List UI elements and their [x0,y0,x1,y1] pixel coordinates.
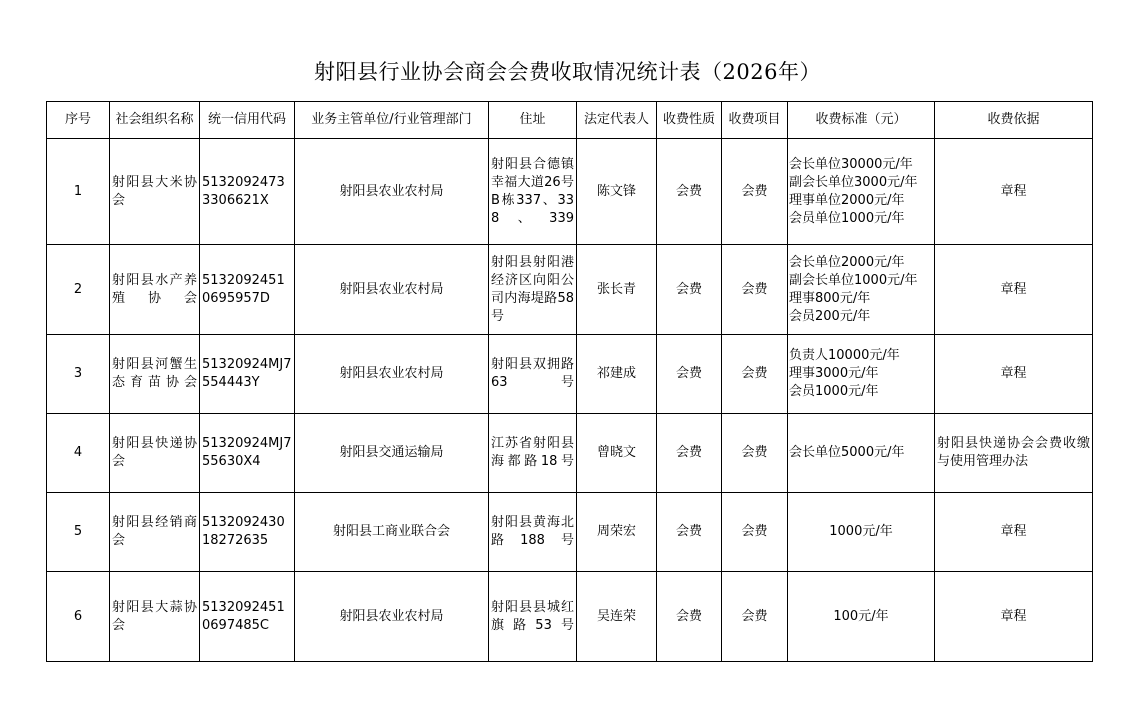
cell-nature: 会费 [657,414,722,493]
cell-addr: 江苏省射阳县海都路18号 [489,414,577,493]
cell-addr: 射阳县县城红旗路53号 [489,572,577,662]
cell-code: 51320924MJ7554443Y [200,335,295,414]
cell-dept: 射阳县交通运输局 [295,414,489,493]
cell-fee [788,493,935,572]
cell-rep: 吴连荣 [577,572,657,662]
cell-name: 射阳县大蒜协会 [110,572,200,662]
cell-code: 51320924MJ755630X4 [200,414,295,493]
cell-item: 会费 [722,572,788,662]
cell-item: 会费 [722,139,788,245]
cell-nature: 会费 [657,572,722,662]
cell-name: 射阳县水产养殖协会 [110,245,200,335]
cell-code: 51320924733306621X [200,139,295,245]
cell-rep: 周荣宏 [577,493,657,572]
header-addr: 住址 [489,102,577,139]
cell-basis: 射阳县快递协会会费收缴与使用管理办法 [935,414,1093,493]
header-no: 序号 [47,102,110,139]
cell-item: 会费 [722,493,788,572]
cell-item: 会费 [722,335,788,414]
header-item: 收费项目 [722,102,788,139]
cell-nature: 会费 [657,335,722,414]
cell-dept: 射阳县工商业联合会 [295,493,489,572]
header-dept: 业务主管单位/行业管理部门 [295,102,489,139]
cell-fee [788,139,935,245]
cell-dept: 射阳县农业农村局 [295,139,489,245]
page-title: 射阳县行业协会商会会费收取情况统计表（2026年） [314,60,821,84]
cell-item: 会费 [722,414,788,493]
fee-line: 会员1000元/年 [789,384,879,399]
fee-line: 理事单位2000元/年 [789,192,905,208]
header-row [47,102,1093,139]
table-row [47,414,1093,493]
cell-fee [788,572,935,662]
cell-no: 6 [47,572,110,662]
header-name: 社会组织名称 [110,102,200,139]
fee-line: 1000元/年 [829,524,893,539]
cell-rep: 祁建成 [577,335,657,414]
cell-basis: 章程 [935,335,1093,414]
cell-dept: 射阳县农业农村局 [295,572,489,662]
header-fee: 收费标准（元） [788,102,935,139]
fee-line: 会长单位30000元/年 [789,156,913,172]
cell-name: 射阳县河蟹生态育苗协会 [110,335,200,414]
table-row [47,572,1093,662]
cell-basis: 章程 [935,572,1093,662]
table-row [47,335,1093,414]
cell-addr: 射阳县合德镇幸福大道26号B栋337、338、339 [489,139,577,245]
fee-line: 会员200元/年 [789,308,871,324]
header-code: 统一信用代码 [200,102,295,139]
cell-basis: 章程 [935,245,1093,335]
cell-fee [788,245,935,335]
header-basis: 收费依据 [935,102,1093,139]
cell-code: 51320924510697485C [200,572,295,662]
cell-rep: 曾晓文 [577,414,657,493]
cell-nature: 会费 [657,493,722,572]
cell-rep: 张长青 [577,245,657,335]
cell-dept: 射阳县农业农村局 [295,245,489,335]
cell-name: 射阳县快递协会 [110,414,200,493]
fee-table [46,101,1093,662]
cell-basis: 章程 [935,139,1093,245]
cell-dept: 射阳县农业农村局 [295,335,489,414]
cell-fee [788,414,935,493]
header-rep: 法定代表人 [577,102,657,139]
table-row [47,245,1093,335]
fee-line: 副会长单位1000元/年 [789,272,918,288]
cell-name: 射阳县经销商会 [110,493,200,572]
fee-line: 负责人10000元/年 [789,348,900,363]
cell-addr: 射阳县双拥路63号 [489,335,577,414]
fee-line: 会长单位2000元/年 [789,254,905,270]
cell-code: 51320924510695957D [200,245,295,335]
fee-line: 副会长单位3000元/年 [789,174,918,190]
fee-line: 理事800元/年 [789,290,871,306]
fee-line: 会长单位5000元/年 [789,445,905,460]
table-row [47,493,1093,572]
header-nature: 收费性质 [657,102,722,139]
cell-item: 会费 [722,245,788,335]
cell-addr: 射阳县黄海北路188号 [489,493,577,572]
fee-line: 100元/年 [833,608,889,624]
cell-nature: 会费 [657,245,722,335]
cell-no: 4 [47,414,110,493]
cell-fee [788,335,935,414]
cell-no: 1 [47,139,110,245]
table-row [47,139,1093,245]
fee-line: 理事3000元/年 [789,366,879,381]
cell-rep: 陈文锋 [577,139,657,245]
cell-no: 5 [47,493,110,572]
cell-basis: 章程 [935,493,1093,572]
cell-no: 3 [47,335,110,414]
fee-line: 会员单位1000元/年 [789,210,905,226]
cell-code: 513209243018272635 [200,493,295,572]
cell-addr: 射阳县射阳港经济区向阳公司内海堤路58号 [489,245,577,335]
cell-nature: 会费 [657,139,722,245]
cell-name: 射阳县大米协会 [110,139,200,245]
cell-no: 2 [47,245,110,335]
